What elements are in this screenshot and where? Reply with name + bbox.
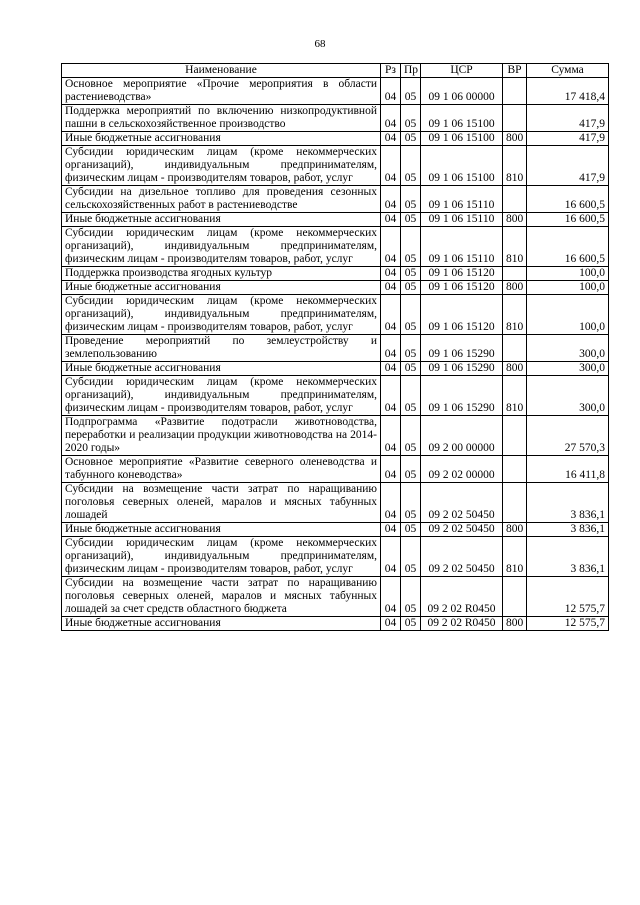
- cell-pr: 05: [401, 295, 421, 335]
- cell-pr: 05: [401, 267, 421, 281]
- table-row: [62, 537, 609, 577]
- cell-name: Субсидии юридическим лицам (кроме некоммерческих организаций), индивидуальным предпринимателям, физическим лицам - производителям товаров, работ, услуг: [62, 227, 381, 267]
- cell-pr: 05: [401, 132, 421, 146]
- cell-csr: 09 1 06 15290: [421, 362, 503, 376]
- cell-csr: 09 1 06 15110: [421, 186, 503, 213]
- cell-vr: 810: [503, 146, 527, 186]
- cell-name: Субсидии юридическим лицам (кроме некоммерческих организаций), индивидуальным предпринимателям, физическим лицам - производителям товаров, работ, услуг: [62, 295, 381, 335]
- cell-pr: 05: [401, 335, 421, 362]
- cell-vr: 810: [503, 376, 527, 416]
- table-row: [62, 267, 609, 281]
- cell-pr: 05: [401, 376, 421, 416]
- cell-csr: 09 2 02 00000: [421, 456, 503, 483]
- cell-sum: 3 836,1: [527, 523, 609, 537]
- cell-name: Основное мероприятие «Прочие мероприятия в области растениеводства»: [62, 78, 381, 105]
- cell-rz: 04: [381, 362, 401, 376]
- cell-sum: 27 570,3: [527, 416, 609, 456]
- cell-name: Субсидии на дизельное топливо для проведения сезонных сельскохозяйственных работ в растениеводстве: [62, 186, 381, 213]
- table-row: [62, 227, 609, 267]
- cell-sum: 417,9: [527, 105, 609, 132]
- table-body: [62, 78, 609, 631]
- table-row: [62, 416, 609, 456]
- cell-sum: 17 418,4: [527, 78, 609, 105]
- cell-vr: 800: [503, 132, 527, 146]
- cell-name: Иные бюджетные ассигнования: [62, 523, 381, 537]
- cell-sum: 417,9: [527, 132, 609, 146]
- cell-pr: 05: [401, 483, 421, 523]
- table-row: [62, 295, 609, 335]
- table-row: [62, 617, 609, 631]
- cell-name: Субсидии юридическим лицам (кроме некоммерческих организаций), индивидуальным предпринимателям, физическим лицам - производителям товаров, работ, услуг: [62, 537, 381, 577]
- cell-csr: 09 1 06 15120: [421, 281, 503, 295]
- cell-rz: 04: [381, 523, 401, 537]
- table-row: [62, 362, 609, 376]
- cell-name: Поддержка мероприятий по включению низкопродуктивной пашни в сельскохозяйственное производство: [62, 105, 381, 132]
- cell-rz: 04: [381, 281, 401, 295]
- cell-sum: 16 411,8: [527, 456, 609, 483]
- table-row: [62, 483, 609, 523]
- cell-rz: 04: [381, 267, 401, 281]
- cell-vr: 800: [503, 213, 527, 227]
- header-sum: Сумма: [527, 64, 609, 78]
- cell-vr: 800: [503, 617, 527, 631]
- cell-csr: 09 2 02 50450: [421, 483, 503, 523]
- cell-vr: [503, 78, 527, 105]
- table-row: [62, 213, 609, 227]
- cell-rz: 04: [381, 132, 401, 146]
- cell-pr: 05: [401, 281, 421, 295]
- cell-sum: 16 600,5: [527, 186, 609, 213]
- cell-csr: 09 2 02 50450: [421, 537, 503, 577]
- cell-csr: 09 1 06 15110: [421, 213, 503, 227]
- cell-vr: [503, 483, 527, 523]
- cell-pr: 05: [401, 456, 421, 483]
- cell-name: Проведение мероприятий по землеустройству и землепользованию: [62, 335, 381, 362]
- cell-sum: 3 836,1: [527, 537, 609, 577]
- header-vr: ВР: [503, 64, 527, 78]
- header-csr: ЦСР: [421, 64, 503, 78]
- cell-rz: 04: [381, 617, 401, 631]
- cell-csr: 09 2 02 R0450: [421, 577, 503, 617]
- cell-sum: 300,0: [527, 335, 609, 362]
- cell-name: Иные бюджетные ассигнования: [62, 213, 381, 227]
- cell-rz: 04: [381, 456, 401, 483]
- table-row: [62, 376, 609, 416]
- cell-csr: 09 1 06 15290: [421, 376, 503, 416]
- cell-pr: 05: [401, 213, 421, 227]
- cell-rz: 04: [381, 537, 401, 577]
- cell-rz: 04: [381, 295, 401, 335]
- cell-sum: 12 575,7: [527, 617, 609, 631]
- cell-sum: 100,0: [527, 281, 609, 295]
- cell-sum: 100,0: [527, 295, 609, 335]
- cell-name: Основное мероприятие «Развитие северного оленеводства и табунного коневодства»: [62, 456, 381, 483]
- cell-pr: 05: [401, 105, 421, 132]
- cell-name: Иные бюджетные ассигнования: [62, 362, 381, 376]
- table-row: [62, 132, 609, 146]
- page-number: 68: [314, 38, 326, 50]
- table-row: [62, 78, 609, 105]
- cell-sum: 300,0: [527, 376, 609, 416]
- cell-name: Субсидии на возмещение части затрат по наращиванию поголовья северных оленей, маралов и мясных табунных лошадей: [62, 483, 381, 523]
- cell-vr: [503, 456, 527, 483]
- cell-vr: 810: [503, 295, 527, 335]
- cell-csr: 09 2 00 00000: [421, 416, 503, 456]
- cell-pr: 05: [401, 577, 421, 617]
- cell-rz: 04: [381, 376, 401, 416]
- cell-name: Субсидии на возмещение части затрат по наращиванию поголовья северных оленей, маралов и мясных табунных лошадей за счет средств областного бюджета: [62, 577, 381, 617]
- cell-vr: 810: [503, 537, 527, 577]
- cell-rz: 04: [381, 483, 401, 523]
- cell-csr: 09 2 02 R0450: [421, 617, 503, 631]
- cell-sum: 3 836,1: [527, 483, 609, 523]
- cell-name: Субсидии юридическим лицам (кроме некоммерческих организаций), индивидуальным предпринимателям, физическим лицам - производителям товаров, работ, услуг: [62, 146, 381, 186]
- cell-pr: 05: [401, 186, 421, 213]
- table-row: [62, 186, 609, 213]
- cell-csr: 09 1 06 15290: [421, 335, 503, 362]
- cell-pr: 05: [401, 362, 421, 376]
- cell-name: Иные бюджетные ассигнования: [62, 281, 381, 295]
- table-header-row: [62, 64, 609, 78]
- cell-pr: 05: [401, 78, 421, 105]
- cell-rz: 04: [381, 227, 401, 267]
- cell-rz: 04: [381, 78, 401, 105]
- cell-csr: 09 1 06 15100: [421, 146, 503, 186]
- table-row: [62, 456, 609, 483]
- cell-rz: 04: [381, 213, 401, 227]
- header-rz: Рз: [381, 64, 401, 78]
- cell-csr: 09 1 06 15100: [421, 105, 503, 132]
- cell-vr: 800: [503, 523, 527, 537]
- cell-csr: 09 1 06 15110: [421, 227, 503, 267]
- cell-csr: 09 1 06 15100: [421, 132, 503, 146]
- cell-vr: [503, 577, 527, 617]
- table-row: [62, 523, 609, 537]
- cell-rz: 04: [381, 335, 401, 362]
- cell-rz: 04: [381, 577, 401, 617]
- cell-vr: 800: [503, 281, 527, 295]
- table-row: [62, 577, 609, 617]
- cell-vr: 800: [503, 362, 527, 376]
- cell-vr: [503, 335, 527, 362]
- cell-sum: 16 600,5: [527, 227, 609, 267]
- cell-vr: [503, 416, 527, 456]
- cell-name: Субсидии юридическим лицам (кроме некоммерческих организаций), индивидуальным предпринимателям, физическим лицам - производителям товаров, работ, услуг: [62, 376, 381, 416]
- cell-pr: 05: [401, 416, 421, 456]
- cell-sum: 16 600,5: [527, 213, 609, 227]
- cell-pr: 05: [401, 146, 421, 186]
- cell-csr: 09 1 06 15120: [421, 267, 503, 281]
- cell-name: Поддержка производства ягодных культур: [62, 267, 381, 281]
- cell-vr: [503, 105, 527, 132]
- cell-name: Подпрограмма «Развитие подотрасли животноводства, переработки и реализации продукции животноводства на 2014-2020 годы»: [62, 416, 381, 456]
- header-pr: Пр: [401, 64, 421, 78]
- cell-pr: 05: [401, 523, 421, 537]
- cell-pr: 05: [401, 227, 421, 267]
- cell-vr: [503, 186, 527, 213]
- budget-table: [61, 63, 609, 631]
- table-row: [62, 146, 609, 186]
- table-row: [62, 105, 609, 132]
- cell-rz: 04: [381, 105, 401, 132]
- table-row: [62, 335, 609, 362]
- cell-vr: [503, 267, 527, 281]
- cell-sum: 12 575,7: [527, 577, 609, 617]
- cell-rz: 04: [381, 416, 401, 456]
- table-row: [62, 281, 609, 295]
- cell-sum: 417,9: [527, 146, 609, 186]
- cell-rz: 04: [381, 146, 401, 186]
- cell-csr: 09 1 06 15120: [421, 295, 503, 335]
- cell-sum: 100,0: [527, 267, 609, 281]
- cell-name: Иные бюджетные ассигнования: [62, 617, 381, 631]
- cell-rz: 04: [381, 186, 401, 213]
- cell-pr: 05: [401, 537, 421, 577]
- cell-pr: 05: [401, 617, 421, 631]
- cell-name: Иные бюджетные ассигнования: [62, 132, 381, 146]
- cell-csr: 09 1 06 00000: [421, 78, 503, 105]
- cell-csr: 09 2 02 50450: [421, 523, 503, 537]
- cell-sum: 300,0: [527, 362, 609, 376]
- header-name: Наименование: [62, 64, 381, 78]
- cell-vr: 810: [503, 227, 527, 267]
